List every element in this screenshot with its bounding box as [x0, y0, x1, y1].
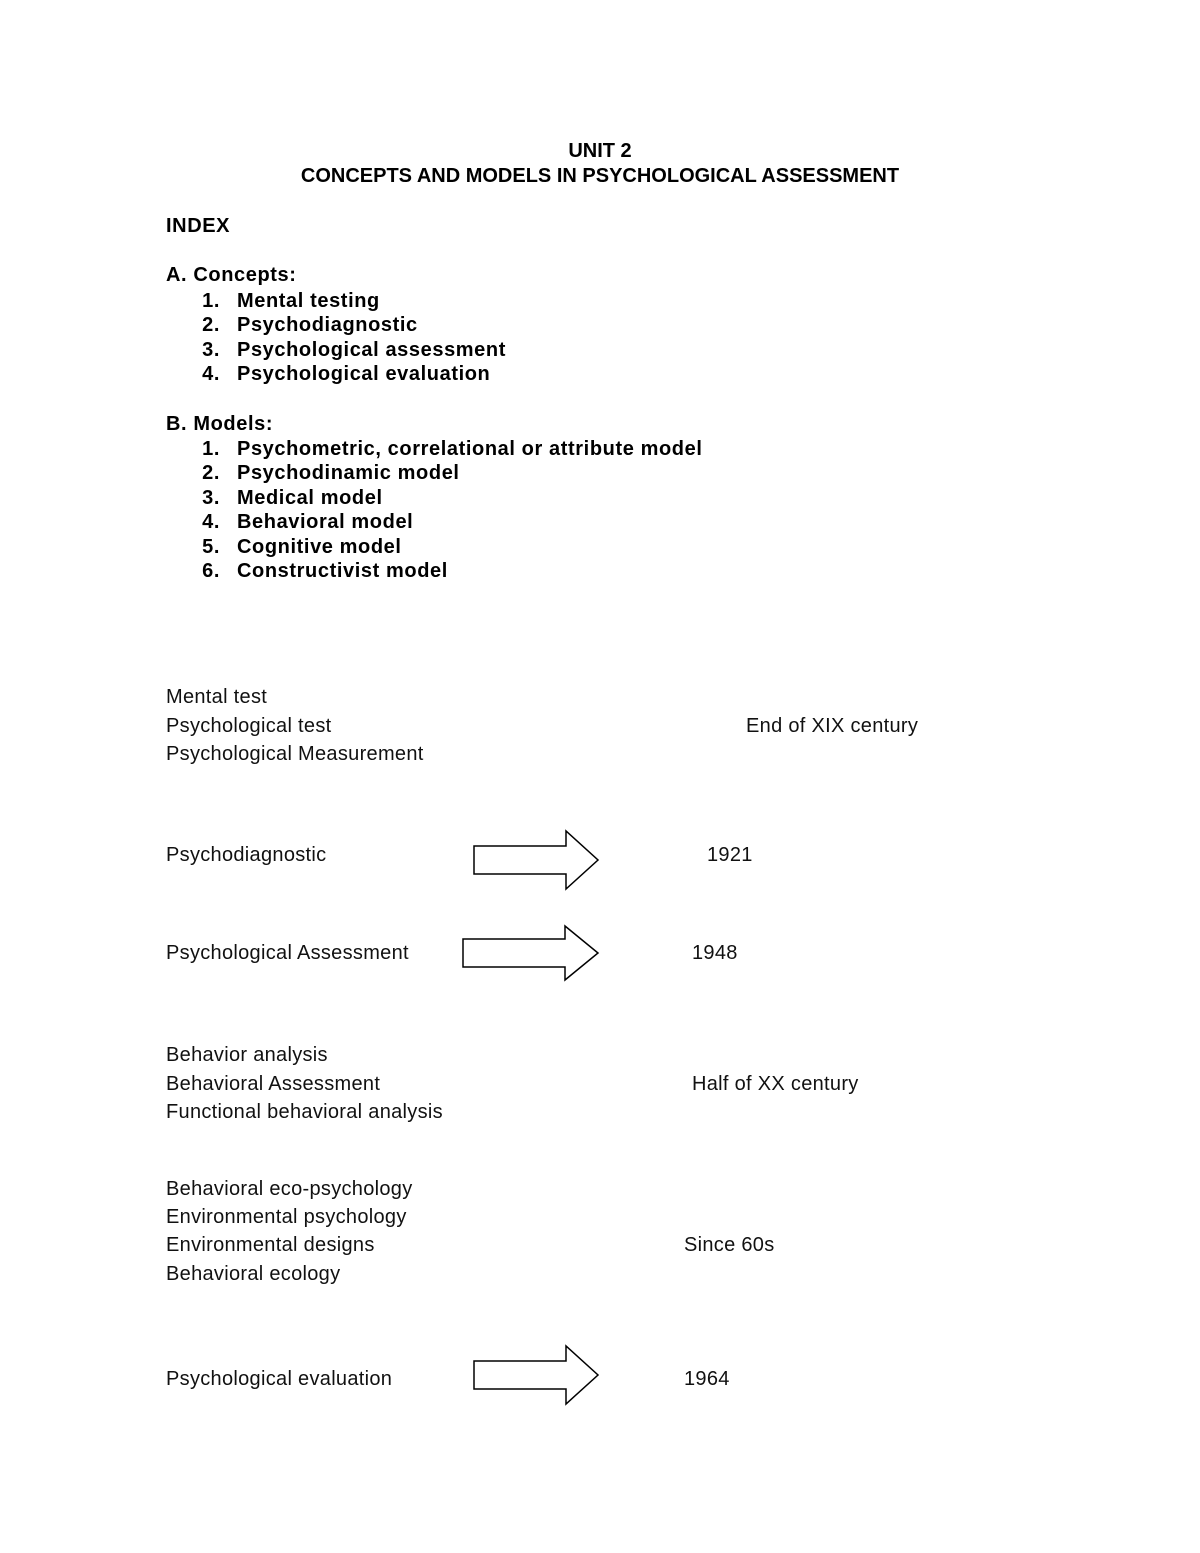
list-number: 2.	[202, 462, 220, 484]
list-number: 5.	[202, 536, 220, 558]
list-text: Psychometric, correlational or attribute model	[237, 438, 703, 460]
right-arrow-icon	[472, 1344, 602, 1406]
date-1948: 1948	[692, 942, 738, 964]
date-1921: 1921	[707, 844, 753, 866]
list-text: Behavioral model	[237, 511, 414, 533]
list-text: Psychological evaluation	[237, 363, 491, 385]
term-psychodiagnostic: Psychodiagnostic	[166, 844, 327, 866]
list-number: 4.	[202, 511, 220, 533]
concepts-heading: A. Concepts:	[166, 264, 297, 286]
list-number: 4.	[202, 363, 220, 385]
models-heading: B. Models:	[166, 413, 274, 435]
date-since-60s: Since 60s	[684, 1234, 775, 1256]
document-title: CONCEPTS AND MODELS IN PSYCHOLOGICAL ASSESSMENT	[300, 165, 900, 187]
list-number: 3.	[202, 487, 220, 509]
term-mental-test: Mental test	[166, 686, 268, 708]
term-psychological-assessment: Psychological Assessment	[166, 942, 409, 964]
list-text: Cognitive model	[237, 536, 402, 558]
right-arrow-icon	[461, 924, 602, 982]
list-number: 1.	[202, 290, 220, 312]
right-arrow-icon	[472, 829, 602, 891]
term-environmental-designs: Environmental designs	[166, 1234, 375, 1256]
list-number: 1.	[202, 438, 220, 460]
list-text: Mental testing	[237, 290, 380, 312]
date-1964: 1964	[684, 1368, 730, 1390]
list-text: Psychological assessment	[237, 339, 506, 361]
index-heading: INDEX	[166, 215, 231, 237]
list-text: Psychodinamic model	[237, 462, 460, 484]
term-psychological-test: Psychological test	[166, 715, 332, 737]
list-number: 6.	[202, 560, 220, 582]
date-end-xix: End of XIX century	[746, 715, 919, 737]
term-functional-behavioral-analysis: Functional behavioral analysis	[166, 1101, 443, 1123]
list-text: Medical model	[237, 487, 383, 509]
list-number: 2.	[202, 314, 220, 336]
term-psychological-measurement: Psychological Measurement	[166, 743, 424, 765]
list-number: 3.	[202, 339, 220, 361]
term-behavioral-assessment: Behavioral Assessment	[166, 1073, 381, 1095]
term-behavior-analysis: Behavior analysis	[166, 1044, 328, 1066]
term-environmental-psychology: Environmental psychology	[166, 1206, 407, 1228]
unit-label: UNIT 2	[568, 140, 632, 162]
date-half-xx: Half of XX century	[692, 1073, 859, 1095]
term-psychological-evaluation: Psychological evaluation	[166, 1368, 393, 1390]
list-text: Psychodiagnostic	[237, 314, 418, 336]
term-behavioral-eco-psychology: Behavioral eco-psychology	[166, 1178, 413, 1200]
list-text: Constructivist model	[237, 560, 448, 582]
term-behavioral-ecology: Behavioral ecology	[166, 1263, 341, 1285]
